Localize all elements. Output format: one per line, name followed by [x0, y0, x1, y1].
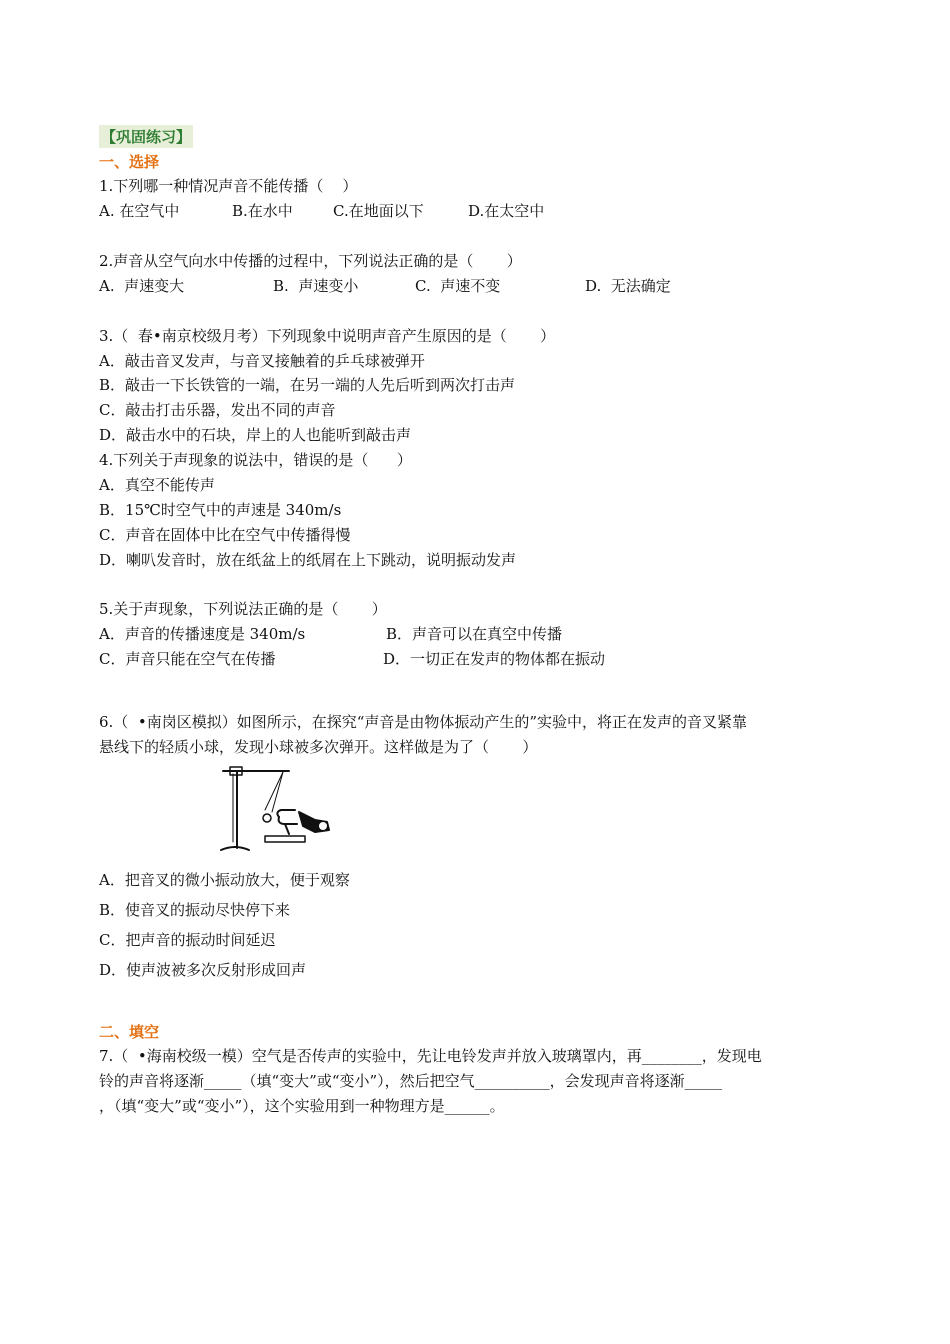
- q3-option-c: C．敲击打击乐器，发出不同的声音: [99, 401, 336, 419]
- q6-stem-line1: 6.（ •南岗区模拟）如图所示，在探究“声音是由物体振动产生的”实验中，将正在发声的音叉紧靠: [99, 713, 748, 731]
- q4-option-d: D．喇叭发音时，放在纸盆上的纸屑在上下跳动，说明振动发声: [99, 551, 517, 569]
- practice-header-tag: 【巩固练习】: [99, 125, 193, 148]
- q5-option-d: D．一切正在发声的物体都在振动: [383, 650, 606, 668]
- q2-stem: 2.声音从空气向水中传播的过程中，下列说法正确的是（ ）: [99, 252, 522, 270]
- section-fill-title: 二、填空: [99, 1023, 160, 1041]
- q7-line1: 7.（ •海南校级一模）空气是否传声的实验中，先让电铃发声并放入玻璃罩内，再________，发现电: [99, 1047, 762, 1065]
- q6-option-a: A．把音叉的微小振动放大，便于观察: [99, 871, 350, 889]
- q4-stem: 4.下列关于声现象的说法中，错误的是（ ）: [99, 451, 412, 469]
- q2-option-c: C. 声速不变: [415, 277, 501, 295]
- q1-option-d: D.在太空中: [468, 202, 545, 220]
- q3-option-a: A．敲击音叉发声，与音叉接触着的乒乓球被弹开: [99, 352, 425, 370]
- q3-option-d: D．敲击水中的石块，岸上的人也能听到敲击声: [99, 426, 412, 444]
- section-choice-title: 一、选择: [99, 153, 160, 171]
- q5-option-c: C．声音只能在空气在传播: [99, 650, 276, 668]
- q3-option-b: B．敲击一下长铁管的一端，在另一端的人先后听到两次打击声: [99, 376, 516, 394]
- q2-option-d: D. 无法确定: [585, 277, 671, 295]
- q4-option-a: A．真空不能传声: [99, 476, 215, 494]
- q6-stem-line2: 悬线下的轻质小球，发现小球被多次弹开。这样做是为了（ ）: [99, 738, 538, 756]
- q7-line3: ，（填“变大”或“变小”），这个实验用到一种物理方是______。: [99, 1097, 505, 1115]
- q5-stem: 5.关于声现象，下列说法正确的是（ ）: [99, 600, 387, 618]
- q1-option-b: B.在水中: [232, 202, 293, 220]
- q1-option-a: A. 在空气中: [99, 202, 180, 220]
- tuning-fork-pendulum-figure: [215, 762, 335, 857]
- q2-option-a: A. 声速变大: [99, 277, 185, 295]
- q4-option-c: C．声音在固体中比在空气中传播得慢: [99, 526, 351, 544]
- q3-stem: 3.（ 春•南京校级月考）下列现象中说明声音产生原因的是（ ）: [99, 327, 556, 345]
- q1-stem: 1.下列哪一种情况声音不能传播（ ）: [99, 177, 358, 195]
- q6-option-d: D．使声波被多次反射形成回声: [99, 961, 307, 979]
- q1-option-c: C.在地面以下: [333, 202, 424, 220]
- q4-option-b: B．15℃时空气中的声速是 340m/s: [99, 501, 342, 519]
- q2-option-b: B. 声速变小: [273, 277, 359, 295]
- q5-option-a: A．声音的传播速度是 340m/s: [99, 625, 306, 643]
- q7-line2: 铃的声音将逐渐_____（填“变大”或“变小”），然后把空气__________，会发现声音将逐渐_____: [99, 1072, 723, 1090]
- q5-option-b: B．声音可以在真空中传播: [386, 625, 563, 643]
- q6-option-b: B．使音叉的振动尽快停下来: [99, 901, 291, 919]
- q6-option-c: C．把声音的振动时间延迟: [99, 931, 276, 949]
